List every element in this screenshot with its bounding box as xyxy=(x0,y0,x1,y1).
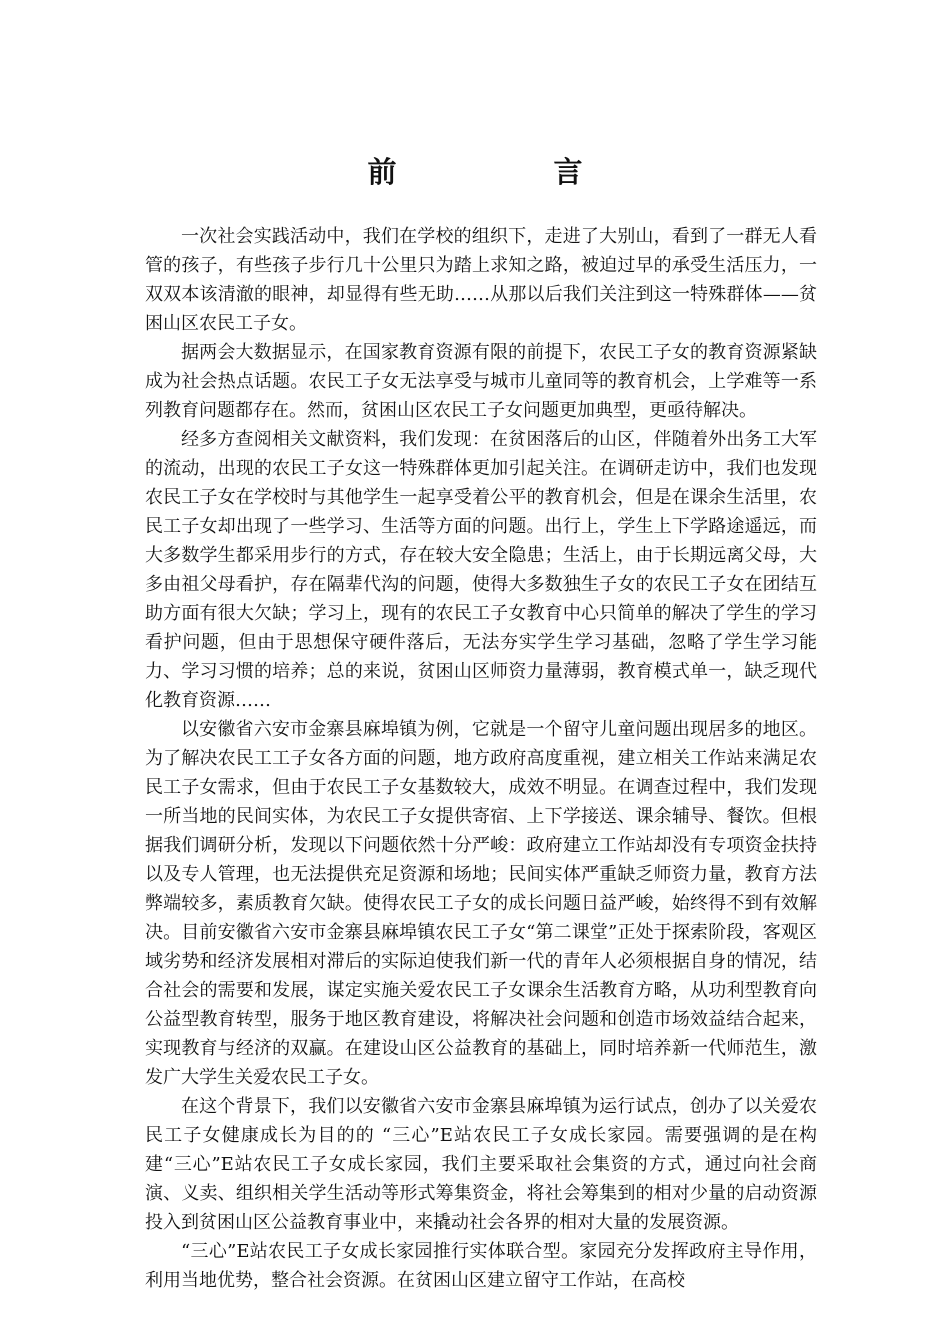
paragraph-3: 经多方查阅相关文献资料，我们发现：在贫困落后的山区，伴随着外出务工大军的流动，出现的农民工子女这一特殊群体更加引起关注。在调研走访中，我们也发现农民工子女在学校时与其他学生一起享受着公平的教育机会，但是在课余生活里，农民工子女却出现了一些学习、生活等方面的问题。出行上，学生上下学路途遥远，而大多数学生都采用步行的方式，存在较大安全隐患；生活上，由于长期远离父母，大多由祖父母看护，存在隔辈代沟的问题，使得大多数独生子女的农民工子女在团结互助方面有很大欠缺；学习上，现有的农民工子女教育中心只简单的解决了学生的学习看护问题，但由于思想保守硬件落后，无法夯实学生学习基础，忽略了学生学习能力、学习习惯的培养；总的来说，贫困山区师资力量薄弱，教育模式单一，缺乏现代化教育资源…… xyxy=(145,429,817,711)
preface-body xyxy=(145,222,817,1295)
paragraph-5: 在这个背景下，我们以安徽省六安市金寨县麻埠镇为运行试点，创办了以关爱农民工子女健康成长为目的的 “三心”E站农民工子女成长家园。需要强调的是在构建“三心”E站农民工子女成长家园，我们主要采取社会集资的方式，通过向社会商演、义卖、组织相关学生活动等形式筹集资金，将社会筹集到的相对少量的启动资源投入到贫困山区公益教育事业中，来撬动社会各界的相对大量的发展资源。 xyxy=(145,1096,817,1233)
page-title: 前 言 xyxy=(367,155,647,189)
paragraph-2: 据两会大数据显示，在国家教育资源有限的前提下，农民工子女的教育资源紧缺成为社会热点话题。农民工子女无法享受与城市儿童同等的教育机会，上学难等一系列教育问题都存在。然而，贫困山区农民工子女问题更加典型，更亟待解决。 xyxy=(145,342,817,421)
paragraph-6: “三心”E站农民工子女成长家园推行实体联合型。家园充分发挥政府主导作用，利用当地优势，整合社会资源。在贫困山区建立留守工作站，在高校 xyxy=(145,1241,817,1291)
paragraph-1: 一次社会实践活动中，我们在学校的组织下，走进了大别山，看到了一群无人看管的孩子，有些孩子步行几十公里只为踏上求知之路，被迫过早的承受生活压力，一双双本该清澈的眼神，却显得有些无助……从那以后我们关注到这一特殊群体——贫困山区农民工子女。 xyxy=(145,226,817,334)
paragraph-4: 以安徽省六安市金寨县麻埠镇为例，它就是一个留守儿童问题出现居多的地区。为了解决农民工工子女各方面的问题，地方政府高度重视，建立相关工作站来满足农民工子女需求，但由于农民工子女基数较大，成效不明显。在调查过程中，我们发现一所当地的民间实体，为农民工子女提供寄宿、上下学接送、课余辅导、餐饮。但根据我们调研分析，发现以下问题依然十分严峻：政府建立工作站却没有专项资金扶持以及专人管理，也无法提供充足资源和场地；民间实体严重缺乏师资力量，教育方法弊端较多，素质教育欠缺。使得农民工子女的成长问题日益严峻，始终得不到有效解决。目前安徽省六安市金寨县麻埠镇农民工子女“第二课堂”正处于探索阶段，客观区域劣势和经济发展相对滞后的实际迫使我们新一代的青年人必须根据自身的情况，结合社会的需要和发展，谋定实施关爱农民工子女课余生活教育方略，从功利型教育向公益型教育转型，服务于地区教育建设，将解决社会问题和创造市场效益结合起来，实现教育与经济的双赢。在建设山区公益教育的基础上，同时培养新一代师范生，激发广大学生关爱农民工子女。 xyxy=(145,719,817,1088)
